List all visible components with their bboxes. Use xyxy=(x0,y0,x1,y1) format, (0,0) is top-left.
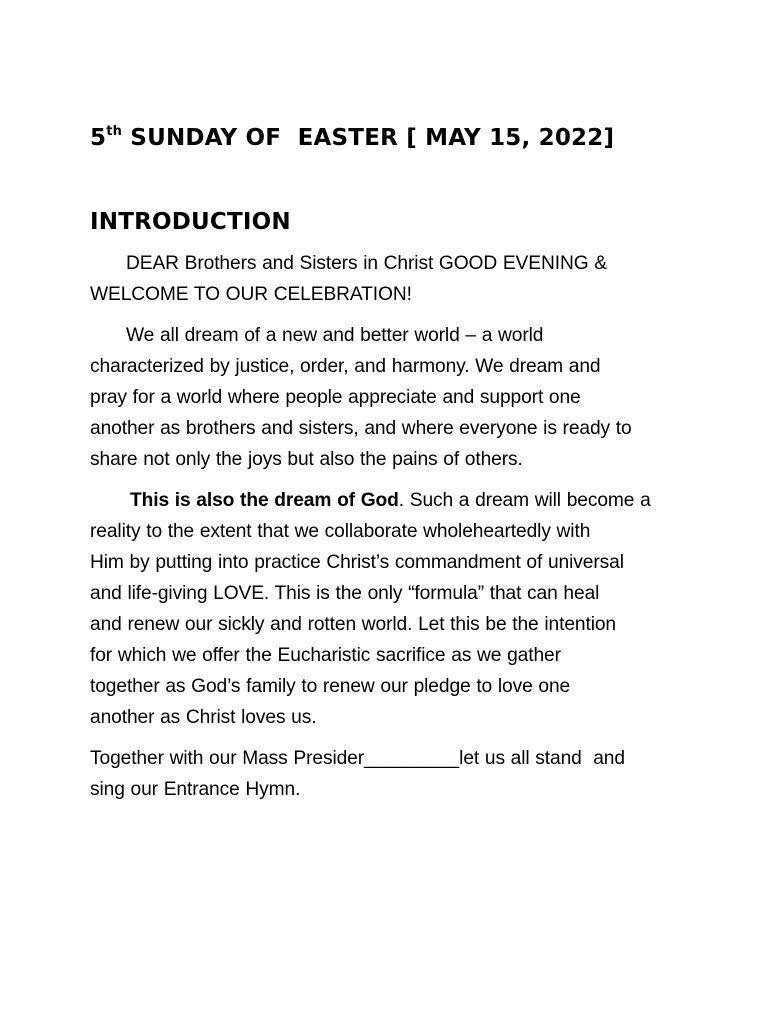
closing-paragraph xyxy=(90,743,690,805)
dream-line-1: We all dream of a new and better world – a world xyxy=(126,325,544,346)
greeting-line-1: DEAR Brothers and Sisters in Christ GOOD EVENING & xyxy=(126,253,607,274)
closing-line-2: sing our Entrance Hymn. xyxy=(90,779,301,800)
dream-paragraph xyxy=(90,320,690,475)
god-line-1-rest: . Such a dream will become a xyxy=(398,490,651,511)
greeting-line-2: WELCOME TO OUR CELEBRATION! xyxy=(90,284,412,305)
title-text: SUNDAY OF EASTER [ MAY 15, 2022] xyxy=(122,125,615,151)
title-number: 5 xyxy=(90,125,107,151)
greeting-paragraph xyxy=(90,248,690,310)
god-dream-paragraph xyxy=(90,485,690,733)
document-title xyxy=(90,118,690,158)
dream-line-3: pray for a world where people appreciate and support one xyxy=(90,387,581,408)
god-line-4: and life-giving LOVE. This is the only “formula” that can heal xyxy=(90,583,600,604)
god-line-8: another as Christ loves us. xyxy=(90,707,317,728)
god-line-3: Him by putting into practice Christ’s commandment of universal xyxy=(90,552,624,573)
god-dream-emphasis: This is also the dream of God xyxy=(130,490,399,511)
document-content xyxy=(90,118,690,805)
dream-line-5: share not only the joys but also the pains of others. xyxy=(90,449,523,470)
dream-line-4: another as brothers and sisters, and where everyone is ready to xyxy=(90,418,632,439)
section-heading: INTRODUCTION xyxy=(90,209,291,235)
closing-line-1: Together with our Mass Presider_________let us all stand and xyxy=(90,748,625,769)
god-line-7: together as God’s family to renew our pledge to love one xyxy=(90,676,571,697)
god-line-6: for which we offer the Eucharistic sacrifice as we gather xyxy=(90,645,561,666)
title-ordinal-suffix: th xyxy=(106,124,123,139)
god-line-2: reality to the extent that we collaborate wholeheartedly with xyxy=(90,521,591,542)
dream-line-2: characterized by justice, order, and harmony. We dream and xyxy=(90,356,601,377)
god-line-5: and renew our sickly and rotten world. Let this be the intention xyxy=(90,614,616,635)
